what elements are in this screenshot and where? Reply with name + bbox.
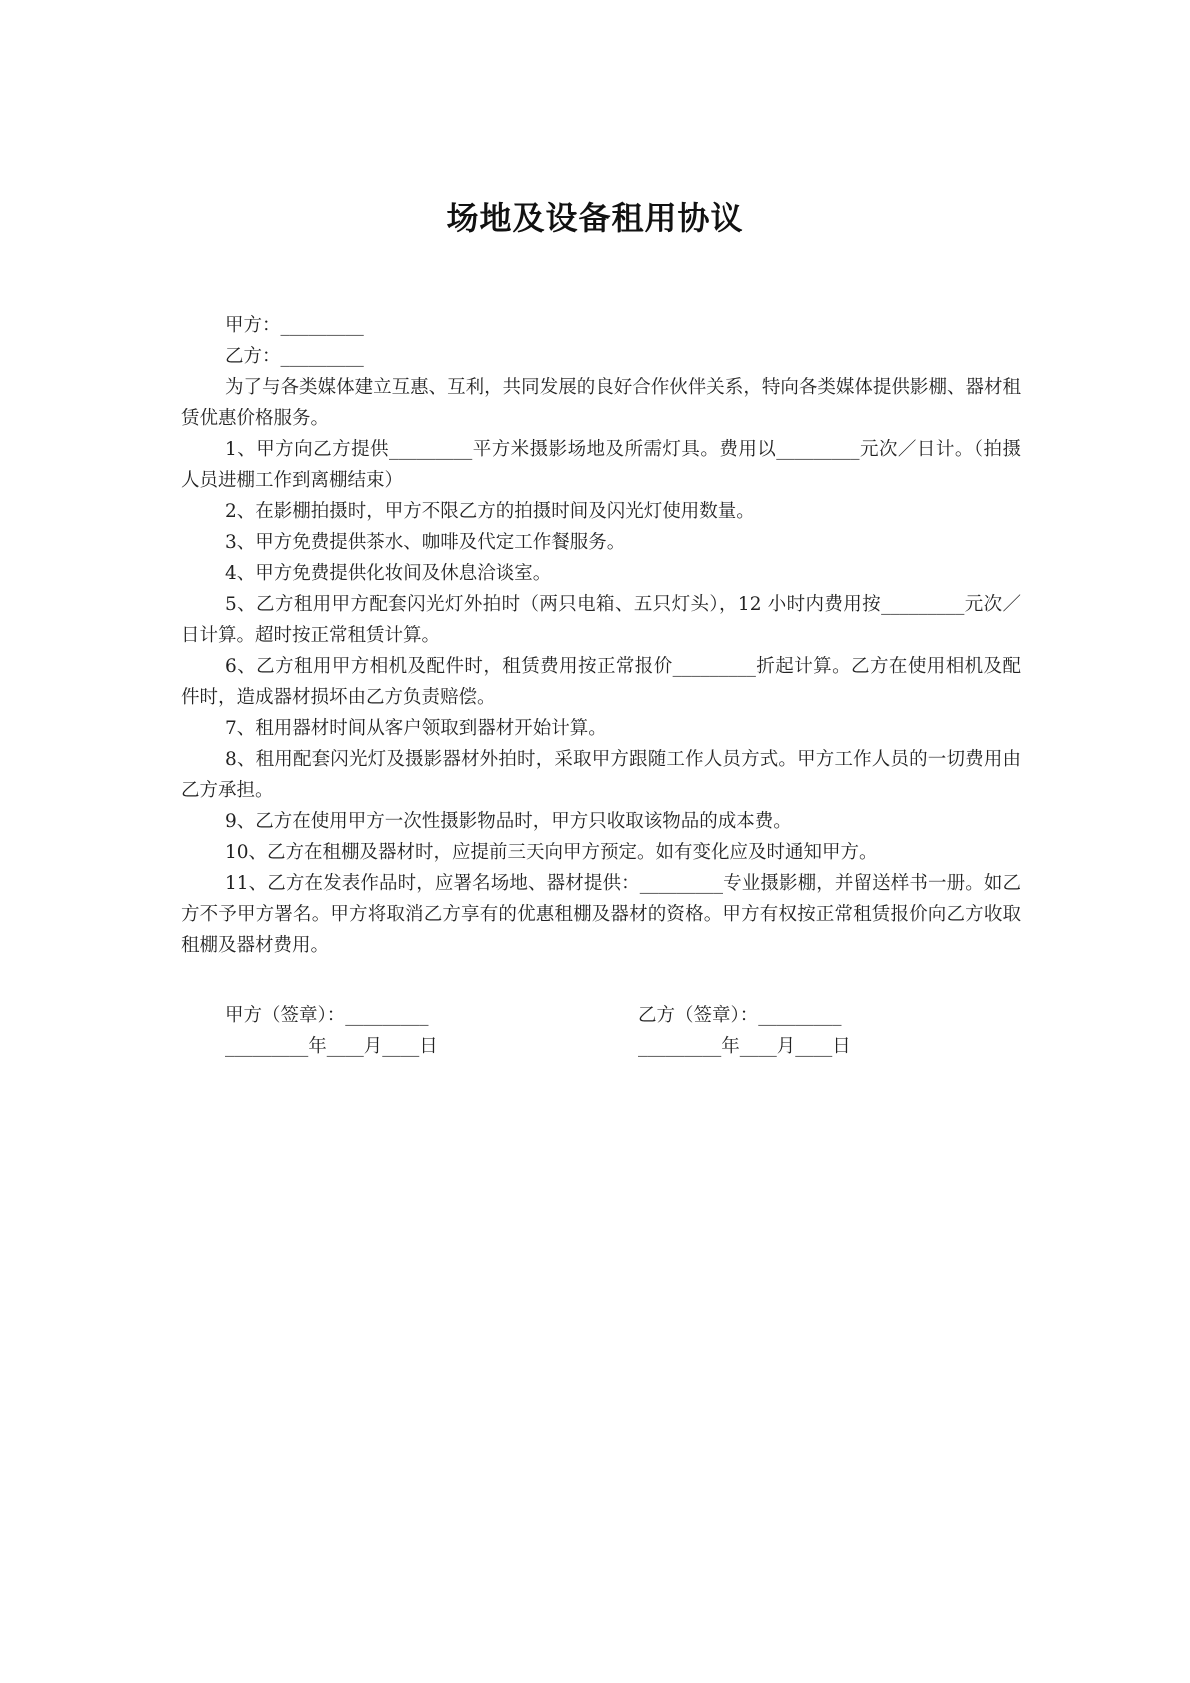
party-b-signature-block <box>638 1000 851 1062</box>
intro-paragraph: 为了与各类媒体建立互惠、互利，共同发展的良好合作伙伴关系，特向各类媒体提供影棚、器材租赁优惠价格服务。 <box>181 377 1021 429</box>
clause-5: 5、乙方租用甲方配套闪光灯外拍时（两只电箱、五只灯头），12 小时内费用按_________元次／日计算。超时按正常租赁计算。 <box>181 594 1021 646</box>
party-b-signature-label: 乙方（签章）：_________ <box>638 1005 842 1026</box>
clause-1: 1、甲方向乙方提供_________平方米摄影场地及所需灯具。费用以_________元次／日计。（拍摄人员进棚工作到离棚结束） <box>181 439 1021 491</box>
clause-4: 4、甲方免费提供化妆间及休息洽谈室。 <box>225 563 552 584</box>
clause-11: 11、乙方在发表作品时，应署名场地、器材提供：_________专业摄影棚，并留送样书一册。如乙方不予甲方署名。甲方将取消乙方享有的优惠租棚及器材的资格。甲方有权按正常租赁报价向乙方收取租棚及器材费用。 <box>181 873 1021 956</box>
party-b-line: 乙方：_________ <box>225 346 364 367</box>
document-title: 场地及设备租用协议 <box>446 199 744 237</box>
clause-7: 7、租用器材时间从客户领取到器材开始计算。 <box>225 718 607 739</box>
clause-6: 6、乙方租用甲方相机及配件时，租赁费用按正常报价_________折起计算。乙方在使用相机及配件时，造成器材损坏由乙方负责赔偿。 <box>181 656 1021 708</box>
clause-2: 2、在影棚拍摄时，甲方不限乙方的拍摄时间及闪光灯使用数量。 <box>225 501 755 522</box>
party-a-signature-block <box>225 1000 438 1062</box>
party-a-signature-label: 甲方（签章）：_________ <box>225 1005 429 1026</box>
clause-8: 8、租用配套闪光灯及摄影器材外拍时，采取甲方跟随工作人员方式。甲方工作人员的一切费用由乙方承担。 <box>181 749 1021 801</box>
clause-10: 10、乙方在租棚及器材时，应提前三天向甲方预定。如有变化应及时通知甲方。 <box>225 842 878 863</box>
party-a-signature-date: _________年____月____日 <box>225 1036 438 1057</box>
agreement-body <box>181 310 1021 961</box>
party-a-line: 甲方：_________ <box>225 315 364 336</box>
party-b-signature-date: _________年____月____日 <box>638 1036 851 1057</box>
clause-3: 3、甲方免费提供茶水、咖啡及代定工作餐服务。 <box>225 532 626 553</box>
clause-9: 9、乙方在使用甲方一次性摄影物品时，甲方只收取该物品的成本费。 <box>225 811 792 832</box>
